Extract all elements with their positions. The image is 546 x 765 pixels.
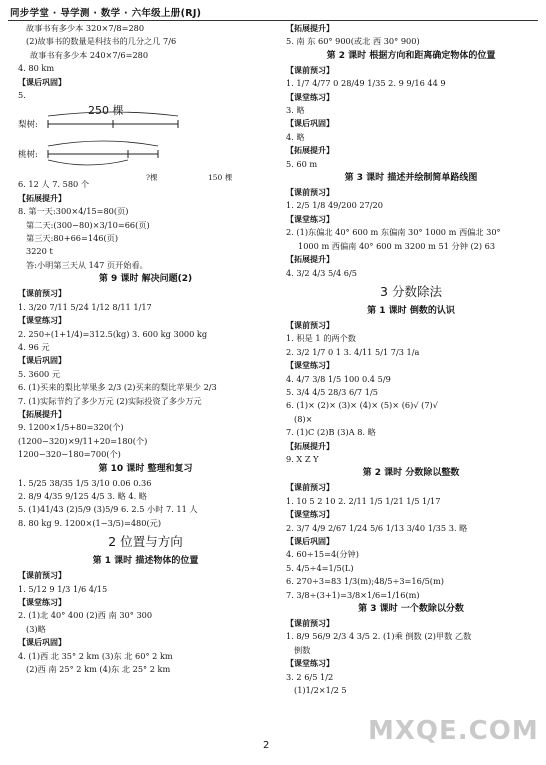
unit-3-lesson-1-title: 第 1 课时 倒数的认识 — [367, 305, 455, 316]
page-number: 2 — [263, 740, 270, 751]
section-tag: 【课后巩固】 — [18, 77, 66, 87]
unit-2-lesson-1-block — [18, 569, 273, 676]
section-tag: 【课堂练习】 — [286, 510, 334, 520]
section-tag: 【拓展提升】 — [286, 255, 334, 265]
answer-line: 4. (1)西 北 35° 2 km (3)东 北 60° 2 km — [18, 650, 173, 661]
unit-3-title: 3 分数除法 — [380, 283, 442, 299]
answer-line: 4. 略 — [286, 131, 305, 142]
answer-line: 9. 1200×1/5+80=320(个) — [18, 422, 124, 433]
answer-line: 1. 1/7 4/77 0 28/49 1/35 2. 9 9/16 44 9 — [286, 78, 446, 89]
unit-3-lesson-1-block — [286, 319, 536, 466]
answer-line: 6. 12 人 7. 580 个 — [18, 179, 90, 190]
lesson-10-title: 第 10 课时 整理和复习 — [98, 463, 193, 474]
answer-line: 1. 5/12 9 1/3 1/6 4/15 — [18, 583, 108, 594]
unit-2-title: 2 位置与方向 — [108, 534, 183, 550]
answer-line: (3)略 — [26, 623, 46, 634]
section-tag: 【课后巩固】 — [18, 356, 66, 366]
answer-line: 1. 积是 1 的两个数 — [286, 333, 356, 344]
unit-3-lesson-3-block — [286, 617, 536, 697]
unit-2-lesson-1-title: 第 1 课时 描述物体的位置 — [92, 556, 199, 567]
answer-line: 1. 2/5 1/8 49/200 27/20 — [286, 200, 383, 211]
tree-diagram — [18, 102, 273, 183]
unit-3-lesson-2-block — [286, 481, 536, 602]
answer-line: 3. 2 6/5 1/2 — [286, 671, 334, 682]
section-tag: 【课堂练习】 — [286, 361, 334, 371]
section-tag: 【课堂练习】 — [286, 92, 334, 102]
pear-label: 梨树: — [18, 120, 38, 131]
answer-line: 1200−320−180=700(个) — [18, 449, 121, 460]
diagram-150: 150 棵 — [208, 173, 233, 183]
answer-line: 4. 3/2 4/3 5/4 6/5 — [286, 267, 357, 278]
answer-line: 6. 270÷3=83 1/3(m);48/5÷3=16/5(m) — [286, 576, 444, 587]
answer-line: 2. (1)北 40° 400 (2)西 南 30° 300 — [18, 610, 153, 621]
section-tag: 【课前预习】 — [286, 320, 334, 330]
diagram-unknown: ?棵 — [146, 173, 158, 183]
watermark-logo: MXQE.COM — [368, 716, 539, 746]
answer-line: 1. 10 5 2 10 2. 2/11 1/5 1/21 1/5 1/17 — [286, 495, 441, 506]
unit-3-lesson-3-title: 第 3 课时 一个数除以分数 — [358, 604, 464, 615]
answer-line: 3. 略 — [286, 105, 305, 116]
left-mid-block — [18, 178, 273, 272]
section-tag: 【课堂练习】 — [18, 598, 66, 607]
section-tag: 【课堂练习】 — [18, 316, 66, 326]
section-tag: 【课后巩固】 — [18, 638, 66, 648]
section-tag: 【课前预习】 — [286, 619, 334, 629]
answer-line: 1. 5/25 38/35 1/5 3/10 0.06 0.36 — [18, 477, 152, 488]
answer-line: 2. (1)东偏北 40° 600 m 东偏南 30° 1000 m 西偏北 30° — [286, 227, 501, 238]
unit-3-lesson-2-title: 第 2 课时 分数除以整数 — [362, 468, 460, 479]
answer-line: 4. 4/7 3/8 1/5 100 0.4 5/9 — [286, 373, 391, 384]
answer-line: (1200−320)×9/11+20=180(个) — [18, 435, 148, 446]
answer-line: 4. 60÷15=4(分钟) — [286, 549, 359, 560]
answer-line: 答:小明第三天从 147 页开始看。 — [26, 259, 148, 270]
section-tag: 【拓展提升】 — [286, 441, 334, 451]
answer-line: 第三天:80+66=146(页) — [26, 233, 119, 244]
answer-line: 5. 3600 元 — [18, 368, 61, 379]
section-tag: 【拓展提升】 — [18, 193, 66, 203]
section-tag: 【课前预习】 — [18, 571, 66, 581]
section-tag: 【课堂练习】 — [286, 659, 334, 669]
answer-line: 3220 t — [26, 246, 53, 257]
unit-2-lesson-2-block — [286, 64, 536, 171]
answer-line: 8. 80 kg 9. 1200×(1−3/5)=480(元) — [18, 517, 162, 528]
answer-line: (2)故事书的数量是科技书的几分之几 7/6 — [26, 36, 177, 47]
answer-line: 第二天:(300−80)×3/10=66(页) — [26, 219, 150, 230]
answer-line: 5. 南 东 60° 900(或北 西 30° 900) — [286, 36, 420, 47]
diagram-lines — [18, 102, 218, 178]
answer-line: 1000 m 西偏南 40° 600 m 3200 m 51 分钟 (2) 63 — [298, 240, 496, 251]
answer-line: 2. 250÷(1+1/4)=312.5(kg) 3. 600 kg 3000 kg — [18, 328, 208, 339]
answer-line: 故事书有多少本 240×7/6=280 — [30, 49, 149, 60]
answer-line: 2. 3/7 4/9 2/67 1/24 5/6 1/13 3/40 1/35 3. 略 — [286, 522, 468, 533]
right-top-block — [286, 22, 536, 49]
answer-line: 1. 3/20 7/11 5/24 1/12 8/11 1/17 — [18, 301, 152, 312]
section-tag: 【课前预习】 — [286, 483, 334, 493]
lesson-10-block — [18, 477, 273, 531]
left-top-block — [18, 22, 273, 102]
answer-line: 7. (1)实际节约了多少万元 (2)实际投资了多少万元 — [18, 395, 202, 406]
answer-line: 4. 96 元 — [18, 341, 50, 352]
section-tag: 【课堂练习】 — [286, 214, 334, 224]
answer-line: 5. (1)41/43 (2)5/9 (3)5/9 6. 2.5 小时 7. 11 人 — [18, 504, 198, 515]
peach-label: 桃树: — [18, 150, 38, 161]
book-title: 同步学堂 · 导学测 · 数学 · 六年级上册(RJ) — [10, 8, 202, 19]
answer-line: 5. 4/5÷4=1/5(L) — [286, 562, 354, 573]
answer-line: 6. (1)× (2)× (3)× (4)× (5)× (6)√ (7)√ — [286, 400, 438, 411]
answer-line: 8. 第一天:300×4/15=80(页) — [18, 206, 129, 217]
unit-2-lesson-3-title: 第 3 课时 描述并绘制简单路线图 — [344, 173, 478, 184]
answer-line: 5. 3/4 4/5 28/3 6/7 1/5 — [286, 386, 378, 397]
answer-line: 5. — [18, 90, 26, 101]
answer-line: 7. 3/8÷(3+1)=3/8×1/6=1/16(m) — [286, 589, 420, 600]
unit-2-lesson-3-block — [286, 186, 536, 280]
answer-line: 7. (1)C (2)B (3)A 8. 略 — [286, 427, 376, 438]
answer-line: (2)西 南 25° 2 km (4)东 北 25° 2 km — [26, 664, 171, 675]
answer-line: 故事书有多少本 320×7/8=280 — [26, 23, 145, 33]
answer-line: 2. 8/9 4/35 9/125 4/5 3. 略 4. 略 — [18, 490, 147, 501]
page-header — [8, 4, 538, 21]
section-tag: 【课后巩固】 — [286, 119, 334, 129]
answer-line: 9. X Z Y — [286, 453, 319, 464]
answer-line: (1)1/2×1/2 5 — [294, 685, 347, 696]
answer-line: 6. (1)买来的梨比苹果多 2/3 (2)买来的梨比苹果少 2/3 — [18, 382, 217, 393]
section-tag: 【拓展提升】 — [18, 409, 66, 419]
section-tag: 【课前预习】 — [286, 188, 334, 198]
unit-2-lesson-2-title: 第 2 课时 根据方向和距离确定物体的位置 — [326, 50, 496, 61]
section-tag: 【课前预习】 — [18, 289, 66, 299]
section-tag: 【拓展提升】 — [286, 146, 334, 156]
answer-line: 2. 3/2 1/7 0 1 3. 4/11 5/1 7/3 1/a — [286, 346, 420, 357]
lesson-9-title: 第 9 课时 解决问题(2) — [98, 274, 193, 285]
left-column — [18, 22, 273, 676]
right-column — [286, 22, 536, 697]
answer-line: 1. 8/9 56/9 2/3 4 3/5 2. (1)乘 倒数 (2)甲数 乙数 — [286, 631, 472, 642]
section-tag: 【课前预习】 — [286, 65, 334, 75]
answer-line: 4. 80 km — [18, 63, 55, 74]
answer-line: (8)× — [294, 413, 313, 424]
answer-line: 5. 60 m — [286, 158, 318, 169]
diagram-total: 250 棵 — [88, 104, 124, 118]
section-tag: 【课后巩固】 — [286, 537, 334, 546]
lesson-9-block — [18, 287, 273, 461]
section-tag: 【拓展提升】 — [286, 24, 334, 33]
answer-line: 倒数 — [294, 644, 311, 655]
